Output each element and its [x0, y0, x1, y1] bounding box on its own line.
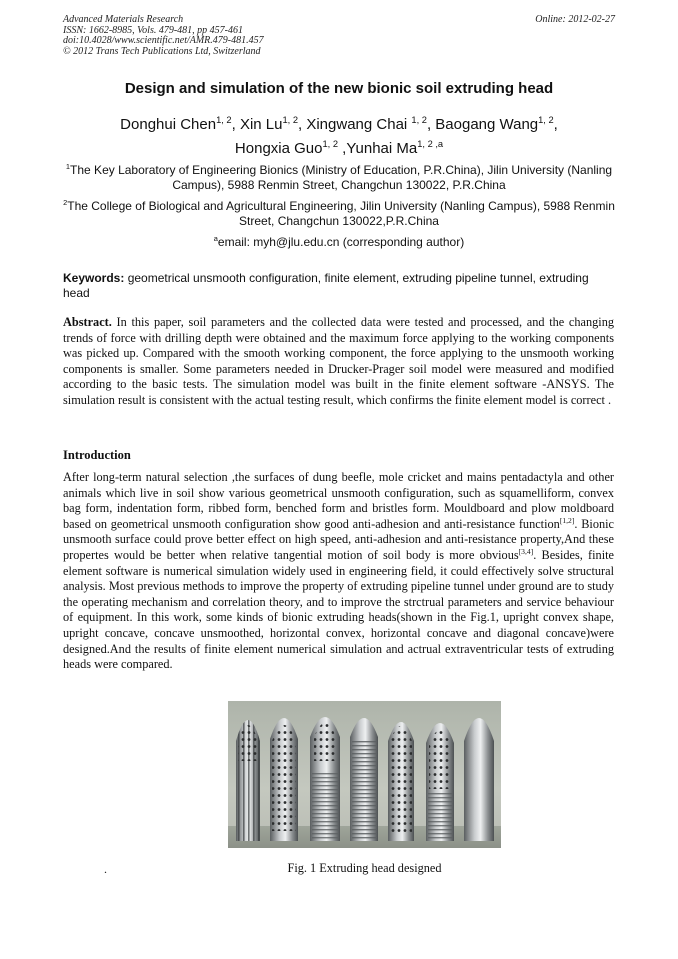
author: Baogang Wang$^{1, 2}$,	[435, 115, 558, 133]
introduction-paragraph: After long-term natural selection ,the surfaces of dung beefle, mole cricket and mains pentadactyla and other animals which live in soil show various geometrical unsmooth configuration, such as squamelliform, convex bag form, indentation form, ribbed form, benched form and bristles form. Mouldboard and plow moldboard based on geometrical unsmooth configuration show good anti-adhesion and anti-resistance function[1,2]. Bionic unsmooth surface could prove better effect on high speed, anti-adhesion and anti-resistance property,And these propertes would be better when relative tangential motion of soil body is more obvious[3,4]. Besides, finite element software is numerical simulation widely used in engineering field, it could effectively solve structural analysis. Most previous methods to improve the property of extruding pipeline tunnel under ground are to study the operating mechanism and correlation theory, and to improve the strctrual parameters and service behaviour of equipment. In this work, some kinds of bionic extruding heads(shown in the Fig.1, upright convex shape, upright concave, concave unsmoothed, horizontal convex, horizontal concave and diagonal concave)were designed.And the results of finite element numerical simulation and actrual extraventricular tests of extruding heads were compared.	[63, 470, 614, 672]
affiliation-1: $^1$The Key Laboratory of Engineering Bionics (Ministry of Education, P.R.China), Jilin University (Nanling Campus), 5988 Renmin Street, Changchun 130022, P.R.China	[65, 162, 613, 192]
figure-caption: Fig. 1 Extruding head designed	[287, 861, 442, 875]
extruding-head-7	[464, 718, 494, 841]
affiliation-2: $^2$The College of Biological and Agricultural Engineering, Jilin University (Nanling Campus), 5988 Renmin Street, Changchun 130022,P.R.China	[63, 198, 615, 228]
author-list	[40, 113, 638, 161]
author: Hongxia Guo$^{1, 2}$ ,	[234, 139, 347, 157]
journal-name: Advanced Materials Research	[63, 14, 184, 25]
citation: [1,2]	[559, 515, 575, 525]
issn-line: ISSN: 1662-8985, Vols. 479-481, pp 457-461	[63, 24, 243, 36]
citation: [3,4]	[518, 546, 534, 556]
extruding-head-4	[350, 718, 378, 841]
keywords-text: geometrical unsmooth configuration, finite element, extruding pipeline tunnel, extruding head	[63, 271, 589, 300]
abstract	[63, 315, 614, 409]
author: Xingwang Chai $^{1, 2}$,	[306, 115, 436, 133]
journal-header	[63, 15, 264, 57]
author: Xin Lu$^{1, 2}$,	[239, 115, 307, 133]
extruding-head-2	[270, 718, 298, 841]
author: Yunhai Ma$^{1, 2 ,a}$	[346, 139, 444, 157]
extruding-head-3	[310, 717, 340, 841]
extruding-head-6	[426, 723, 454, 841]
paper-title: Design and simulation of the new bionic soil extruding head	[124, 80, 554, 97]
corresponding-email: $^a$email: myh@jlu.edu.cn (corresponding author)	[213, 234, 465, 249]
section-heading-introduction: Introduction	[63, 448, 131, 462]
abstract-label: Abstract.	[63, 315, 112, 329]
copyright-line: © 2012 Trans Tech Publications Ltd, Switzerland	[63, 45, 261, 57]
doi-line: doi:10.4028/www.scientific.net/AMR.479-481.457	[63, 35, 264, 46]
figure-1-photo	[228, 701, 501, 848]
stray-dot: .	[104, 862, 107, 876]
abstract-text: In this paper, soil parameters and the collected data were tested and processed, and the changing trends of force with drilling depth were obtained and the maximum force applying to the working components was picked up. Compared with the smooth working component, the force applying to the unsmooth working components is smaller. Some parameters needed in Drucker-Prager soil model were measured and modified according to the basic tests. The simulation model was built in the finite element software -ANSYS. The simulation result is consistent with the actual testing result, which confirms the finite element model is correct .	[63, 315, 614, 407]
online-date: Online: 2012-02-27	[535, 14, 615, 25]
extruding-head-1	[236, 720, 260, 841]
extruding-heads-photo	[228, 701, 501, 848]
author: Donghui Chen$^{1, 2}$,	[120, 115, 240, 133]
keywords	[63, 271, 614, 301]
extruding-head-5	[388, 722, 414, 841]
keywords-label: Keywords:	[63, 271, 125, 285]
